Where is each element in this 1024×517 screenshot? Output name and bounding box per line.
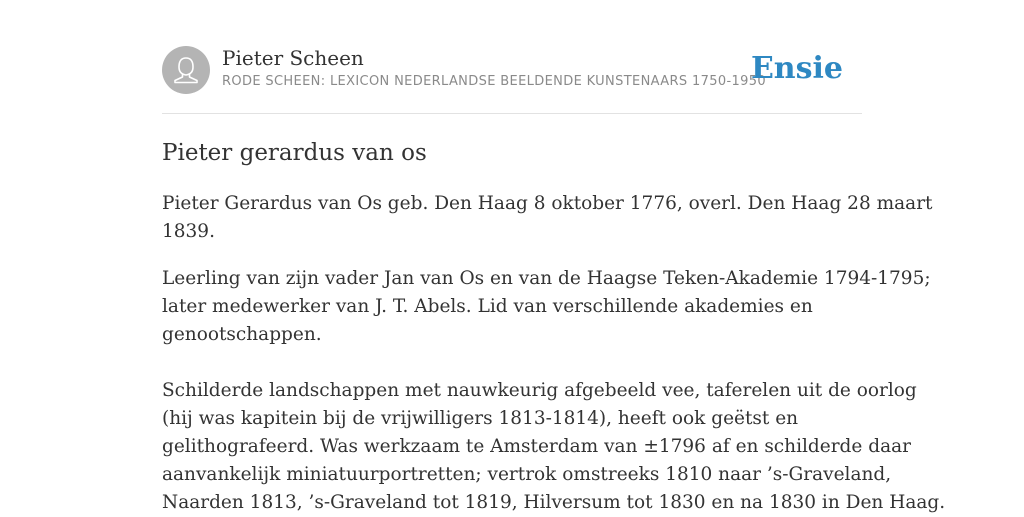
paragraph-line: gelithografeerd. Was werkzaam te Amsterdam van ±1796 af en schilderde daar [162,436,911,457]
paragraph-line: (hij was kapitein bij de vrijwilligers 1813-1814), heeft ook geëtst en [162,408,799,429]
paragraph-line: genootschappen. [162,324,322,345]
article-paragraph [162,265,931,349]
paragraph-line: Leerling van zijn vader Jan van Os en van de Haagse Teken-Akademie 1794-1795; [162,268,931,289]
ensie-logo[interactable]: Ensie [750,51,843,86]
source-title[interactable]: RODE SCHEEN: LEXICON NEDERLANDSE BEELDENDE KUNSTENAARS 1750-1950 [222,74,766,89]
paragraph-line: aanvankelijk miniatuurportretten; vertrok omstreeks 1810 naar ’s-Graveland, [162,464,892,485]
header-divider [162,113,862,114]
author-header [162,46,862,96]
user-avatar-icon[interactable] [162,46,210,94]
paragraph-line: later medewerker van J. T. Abels. Lid van verschillende akademies en [162,296,813,317]
article-paragraph [162,377,946,517]
author-name[interactable]: Pieter Scheen [222,46,364,70]
paragraph-line: Schilderde landschappen met nauwkeurig afgebeeld vee, taferelen uit de oorlog [162,380,917,401]
paragraph-line: Naarden 1813, ’s-Graveland tot 1819, Hilversum tot 1830 en na 1830 in Den Haag. [162,492,946,513]
article-paragraph [162,190,933,246]
article-title: Pieter gerardus van os [162,140,427,166]
article-page [162,0,946,513]
paragraph-line: 1839. [162,221,215,242]
paragraph-line: Pieter Gerardus van Os geb. Den Haag 8 oktober 1776, overl. Den Haag 28 maart [162,193,933,214]
